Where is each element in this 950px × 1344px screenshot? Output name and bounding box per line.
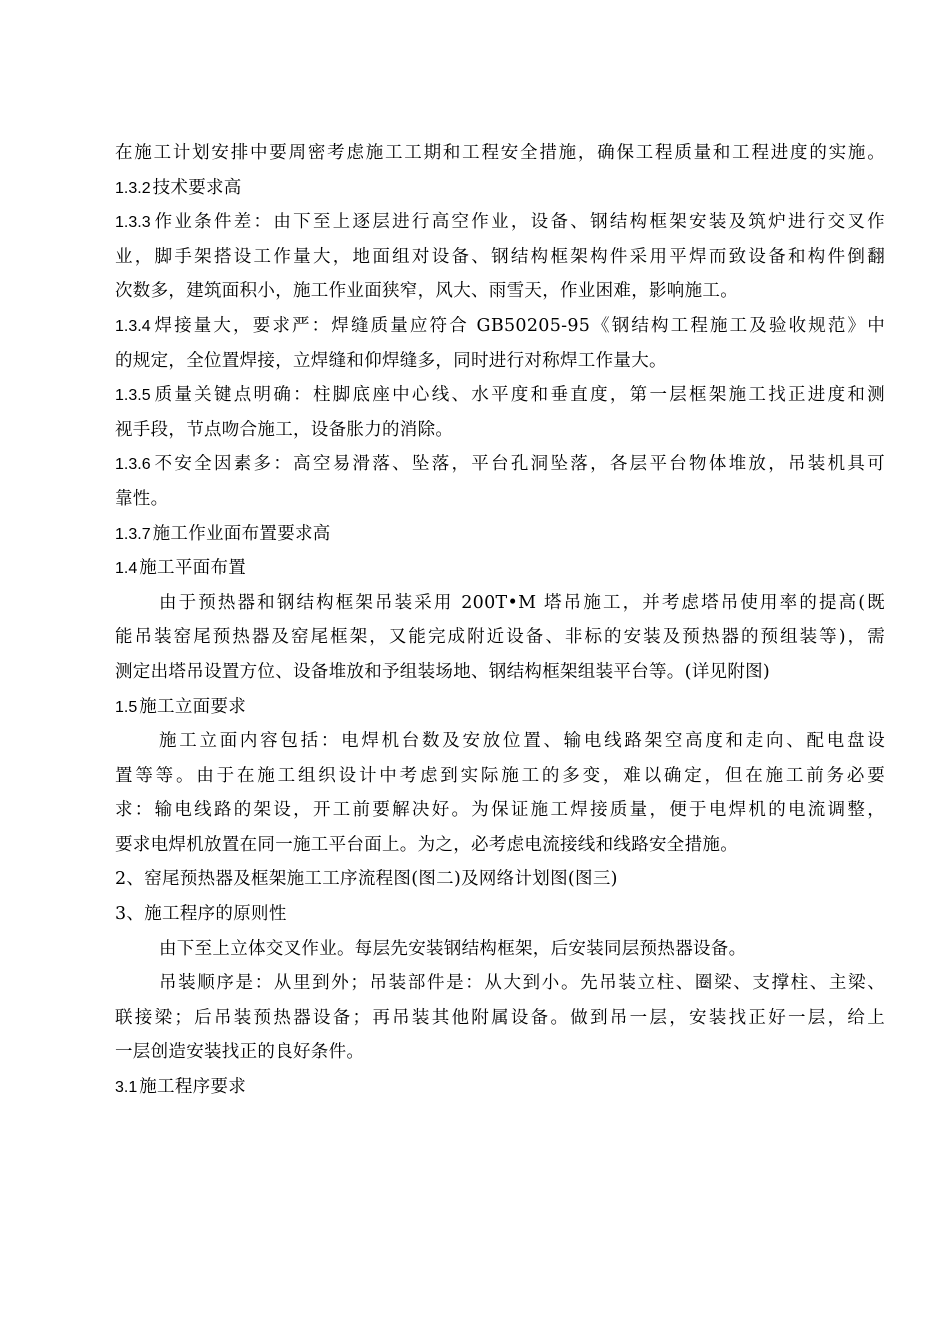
section-1-3-6-line: 1.3.6 不安全因素多：高空易滑落、坠落，平台孔洞坠落，各层平台物体堆放，吊装机具可 <box>115 454 885 475</box>
paragraph-line: 置等等。由于在施工组织设计中考虑到实际施工的多变，难以确定，但在施工前务必要 <box>115 765 885 786</box>
paragraph-line: 的规定，全位置焊接，立焊缝和仰焊缝多，同时进行对称焊工作量大。 <box>115 350 667 371</box>
section-heading-1-5: 1.5 施工立面要求 <box>115 696 247 717</box>
paragraph-line: 由下至上立体交叉作业。每层先安装钢结构框架，后安装同层预热器设备。 <box>159 938 747 959</box>
paragraph-line: 业，脚手架搭设工作量大，地面组对设备、钢结构框架构件采用平焊而致设备和构件倒翻 <box>115 246 885 267</box>
paragraph-line: 要求电焊机放置在同一施工平台面上。为之，必考虑电流接线和线路安全措施。 <box>115 834 738 855</box>
paragraph-line: 一层创造安装找正的良好条件。 <box>115 1042 365 1063</box>
section-1-3-5-line: 1.3.5 质量关键点明确：柱脚底座中心线、水平度和垂直度，第一层框架施工找正进度和测 <box>115 385 885 406</box>
paragraph-line: 吊装顺序是：从里到外；吊装部件是：从大到小。先吊装立柱、圈梁、支撑柱、主梁、 <box>159 973 885 994</box>
paragraph-line: 次数多，建筑面积小，施工作业面狭窄，风大、雨雪天，作业困难，影响施工。 <box>115 281 738 302</box>
section-heading-3: 3、施工程序的原则性 <box>115 904 287 925</box>
paragraph-line: 视手段，节点吻合施工，设备胀力的消除。 <box>115 419 454 440</box>
paragraph-line: 由于预热器和钢结构框架吊装采用 200T•M 塔吊施工，并考虑塔吊使用率的提高(既 <box>159 592 885 613</box>
section-1-3-3-line: 1.3.3 作业条件差：由下至上逐层进行高空作业，设备、钢结构框架安装及筑炉进行交叉作 <box>115 212 885 233</box>
section-heading-2: 2、窑尾预热器及框架施工工序流程图(图二)及网络计划图(图三) <box>115 869 618 890</box>
paragraph-line: 联接梁；后吊装预热器设备；再吊装其他附属设备。做到吊一层，安装找正好一层，给上 <box>115 1007 885 1028</box>
section-1-3-4-line: 1.3.4 焊接量大，要求严：焊缝质量应符合 GB50205-95《钢结构工程施工及验收规范》中 <box>115 315 885 336</box>
section-heading-1-3-2: 1.3.2 技术要求高 <box>115 177 242 198</box>
paragraph-line: 能吊装窑尾预热器及窑尾框架，又能完成附近设备、非标的安装及预热器的预组装等)，需 <box>115 627 885 648</box>
paragraph-line: 测定出塔吊设置方位、设备堆放和予组装场地、钢结构框架组装平台等。(详见附图) <box>115 661 771 682</box>
section-heading-1-3-7: 1.3.7 施工作业面布置要求高 <box>115 523 331 544</box>
paragraph-line: 在施工计划安排中要周密考虑施工工期和工程安全措施，确保工程质量和工程进度的实施。 <box>115 143 885 163</box>
paragraph-line: 靠性。 <box>115 488 169 509</box>
section-heading-1-4: 1.4 施工平面布置 <box>115 558 247 579</box>
section-heading-3-1: 3.1 施工程序要求 <box>115 1077 247 1098</box>
paragraph-line: 施工立面内容包括：电焊机台数及安放位置、输电线路架空高度和走向、配电盘设 <box>159 731 885 752</box>
document-body <box>115 136 885 1105</box>
paragraph-line: 求：输电线路的架设，开工前要解决好。为保证施工焊接质量，便于电焊机的电流调整， <box>115 800 885 821</box>
